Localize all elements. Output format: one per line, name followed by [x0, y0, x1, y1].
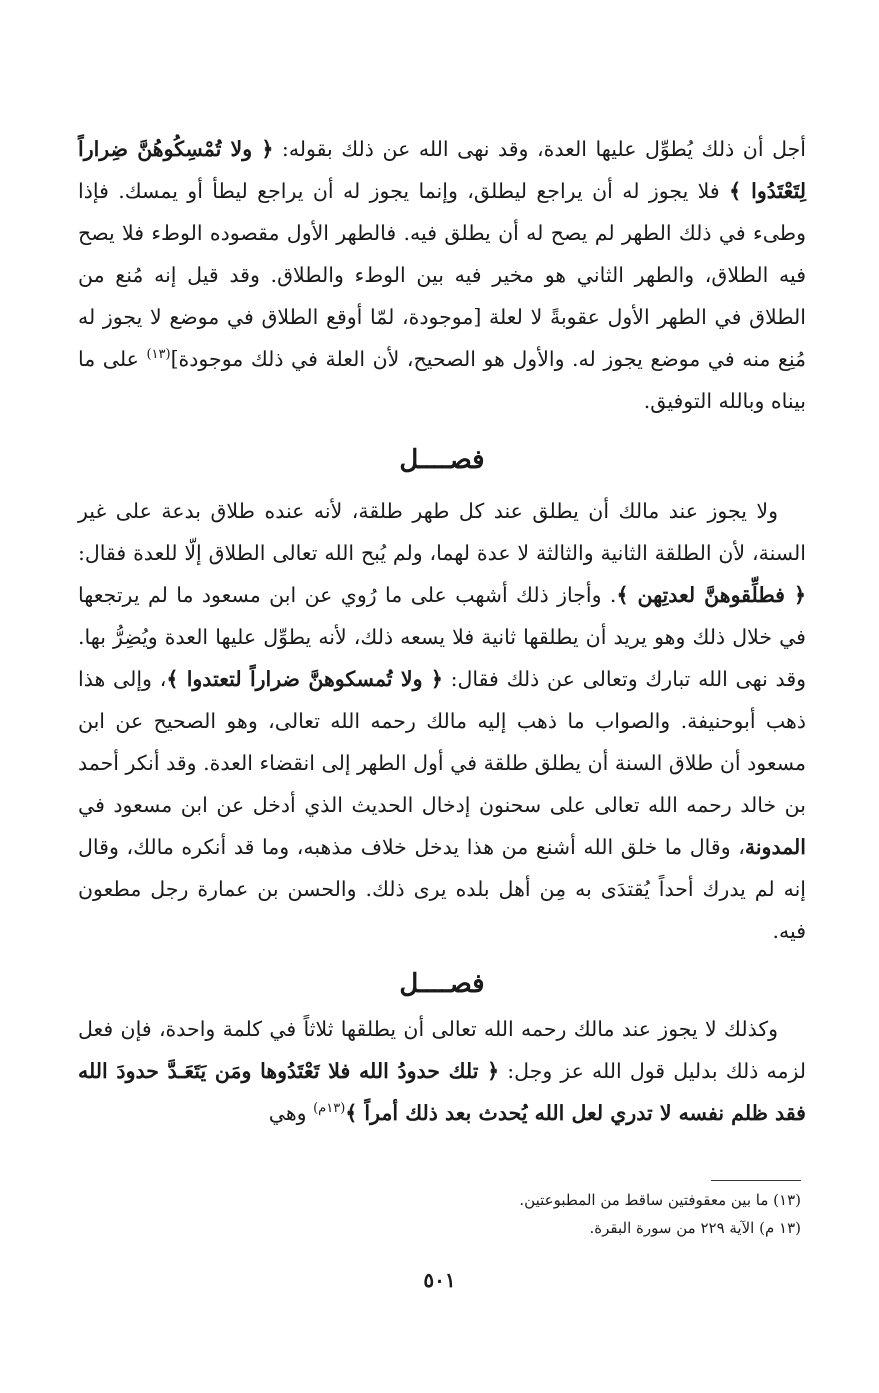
- section-heading: فصــــل: [399, 445, 485, 475]
- footnotes: [73, 1186, 801, 1242]
- paragraph-3: [78, 1008, 806, 1134]
- footnote-item: (١٣) ما بين معقوفتين ساقط من المطبوعتين.: [519, 1191, 801, 1209]
- page-number: ٥٠١: [423, 1268, 456, 1292]
- paragraph-text: على ما بيناه وبالله التوفيق.: [78, 347, 806, 413]
- paragraph-text: أجل أن ذلك يُطوِّل عليها العدة، وقد نهى الله عن ذلك بقوله:: [273, 137, 806, 161]
- footnote-item: (١٣ م) الآية ٢٢٩ من سورة البقرة.: [589, 1219, 801, 1237]
- footnote-ref[interactable]: (١٣م): [313, 1101, 346, 1117]
- section-heading: فصــــل: [399, 969, 485, 999]
- page-body: [78, 128, 806, 1134]
- quran-quote: ﴿ ولا تُمسكوهنَّ ضراراً لتعتدوا ﴾: [166, 667, 443, 691]
- paragraph-text: وكذلك لا يجوز عند مالك رحمه الله تعالى أن يطلقها ثلاثاً في كلمة واحدة، فإن فعل لزمه ذلك بدليل قول الله عز وجل:: [78, 1017, 807, 1083]
- footnote-ref[interactable]: (١٣): [146, 347, 171, 363]
- quran-quote: ﴿ ولا تُمْسِكُوهُنَّ ضِراراً لِتَعْتَدُوا ﴾: [78, 137, 806, 203]
- paragraph-text: فلا يجوز له أن يراجع ليطلق، وإنما يجوز له أن يراجع ليطأ أو يمسك. فإذا وطىء في ذلك الطهر لم يصح له أن يطلق فيه. فالطهر الأول مقصوده الوطء فلا يصح فيه الطلاق، والطهر الثاني هو مخير فيه بين الوطء والطلاق. وقد قيل إنه مُنع من الطلاق في الطهر الأول عقوبةً لا لعلة [موجودة، لمّا أوقع الطلاق في موضع لا يجوز له مُنِع منه في موضع يجوز له. والأول هو الصحيح، لأن العلة في ذلك موجودة]: [78, 179, 806, 371]
- paragraph-text: وهي: [268, 1101, 314, 1125]
- paragraph-2: [78, 490, 806, 952]
- paragraph-text: ، وقال ما خلق الله أشنع من هذا يدخل خلاف مذهبه، وما قد أنكره مالك، وقال إنه لم يدرك أحداً يُقتدَى به مِن أهل بلده يرى ذلك. والحسن بن عمارة رجل مطعون فيه.: [78, 835, 806, 943]
- paragraph-text: ولا يجوز عند مالك أن يطلق عند كل طهر طلقة، لأنه عنده طلاق بدعة على غير السنة، لأن الطلقة الثانية والثالثة لا عدة لهما، ولم يُبح الله تعالى الطلاق إلّا للعدة فقال:: [78, 499, 806, 565]
- quran-quote: ﴿ تلك حدودُ الله فلا تَعْتَدُوها ومَن يَتَعَـدَّ حدودَ الله فقد ظلم نفسه لا تدري لعل الله يُحدث بعد ذلك أمراً ﴾: [78, 1059, 806, 1125]
- footnote-divider: [711, 1180, 801, 1181]
- paragraph-text: ، وإلى هذا ذهب أبوحنيفة. والصواب ما ذهب إليه مالك رحمه الله تعالى، وهو الصحيح عن ابن مسعود أن طلاق السنة أن يطلق طلقة في أول الطهر إلى انقضاء العدة. وقد أنكر أحمد بن خالد رحمه الله تعالى على سحنون إدخال الحديث الذي أدخل عن ابن مسعود في: [78, 667, 806, 817]
- book-title: المدونة: [744, 835, 806, 859]
- quran-quote: ﴿ فطلِّقوهنَّ لعدتِهن ﴾: [616, 583, 806, 607]
- paragraph-1: [78, 128, 806, 422]
- paragraph-text: . وأجاز ذلك أشهب على ما رُوي عن ابن مسعود ما لم يرتجعها في خلال ذلك وهو يريد أن يطلقها ثانية فلا يسعه ذلك، لأنه يطوِّل عليها العدة ويُضِرُّ بها. وقد نهى الله تبارك وتعالى عن ذلك فقال:: [78, 583, 807, 691]
